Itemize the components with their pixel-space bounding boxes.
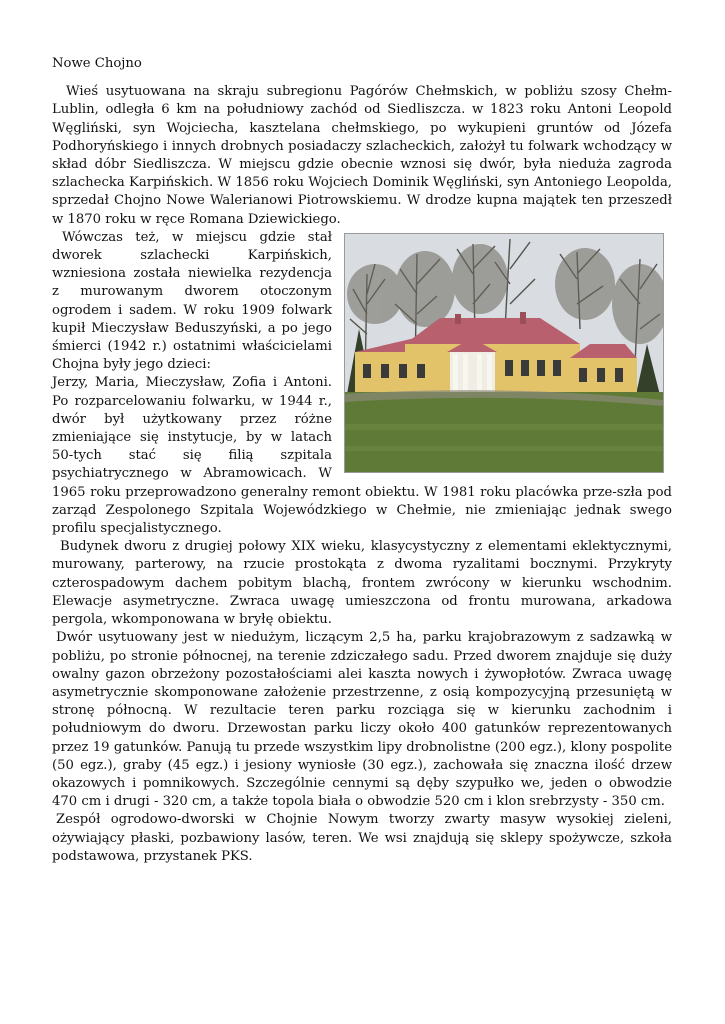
paragraph-owners: Jerzy, Maria, Mieczysław, Zofia i Antoni. Po rozparcelowaniu folwarku, w 1944 r., dwór był użytkowany przez różne zmieniające się instytucje, by w latach 50-tych stać się filią szpitala psychiatrycznego w Abramowicach. W 1965 roku przeprowadzono generalny remont obiektu. W 1981 roku placówka prze-szła pod zarząd Zespolonego Szpitala Wojewódzkiego w Chełmie, nie zmieniając jednak swego profilu specjalistycznego.	[52, 375, 672, 537]
document-title: Nowe Chojno	[52, 56, 142, 71]
paragraph-complex: Zespół ogrodowo-dworski w Chojnie Nowym tworzy zwarty masyw wysokiej zieleni, ożywiający płaski, pozbawiony lasów, teren. We wsi znajdują się sklepy spożywcze, szkoła podstawowa, przystanek PKS.	[52, 812, 672, 864]
paragraph-park: Dwór usytuowany jest w niedużym, liczącym 2,5 ha, parku krajobrazowym z sadzawką w pobliżu, po stronie północnej, na terenie zdziczałego sadu. Przed dworem znajduje się duży owalny gazon obrzeżony pozostałościami alei kaszta nowych i żywopłotów. Zwraca uwagę asymetrycznie skomponowane założenie przestrzenne, z osią kompozycyjną przesuniętą w stronę północną. W rezultacie teren parku rozciąga się w kierunku zachodnim i południowym do dworu. Drzewostan parku liczy około 400 gatunków reprezentowanych przez 19 gatunków. Panują tu przede wszystkim lipy drobnolistne (200 egz.), klony pospolite (50 egz.), graby (45 egz.) i jesiony wyniosłe (30 egz.), zachowała się znaczna ilość drzew okazowych i pomnikowych. Szczególnie cennymi są dęby szypułko we, jeden o obwodzie 470 cm i drugi - 320 cm, a także topola biała o obwodzie 520 cm i klon srebrzysty - 350 cm.	[52, 630, 672, 810]
manor-house-photo	[344, 233, 664, 473]
document-page	[52, 55, 672, 866]
paragraph-history: Wieś usytuowana na skraju subregionu Pagórów Chełmskich, w pobliżu szosy Chełm-Lublin, odległa 6 km na południowy zachód od Siedliszcza. w 1823 roku Antoni Leopold Węgliński, syn Wojciecha, kasztelana chełmskiego, po wykupieni gruntów od Józefa Podhoryńskiego i innych drobnych posiadaczy szlacheckich, założył tu folwark wchodzący w skład dóbr Siedliszcza. W miejscu gdzie obecnie wznosi się dwór, była nieduża zagroda szlachecka Karpińskich. W 1856 roku Wojciech Dominik Węgliński, syn Antoniego Leopolda, sprzedał Chojno Nowe Walerianowi Piotrowskiemu. W drodze kupna majątek ten przeszedł w 1870 roku w ręce Romana Dziewickiego.	[52, 84, 672, 227]
paragraph-building: Budynek dworu z drugiej połowy XIX wieku, klasycystyczny z elementami eklektycznymi, murowany, parterowy, na rzucie prostokąta z dwoma ryzalitami bocznymi. Przykryty czterospadowym dachem pobitym blachą, frontem zwrócony w kierunku wschodnim. Elewacje asymetryczne. Zwraca uwagę umieszczona od frontu murowana, arkadowa pergola, wkomponowana w bryłę obiektu.	[52, 539, 672, 628]
paragraph-residence: Wówczas też, w miejscu gdzie stał dworek szlachecki Karpińskich, wzniesiona została niewielka rezydencja z murowanym dworem otoczonym ogrodem i sadem. W roku 1909 folwark kupił Mieczysław Beduszyński, a po jego śmierci (1942 r.) ostatnimi właścicielami Chojna były jego dzieci:	[52, 229, 332, 373]
